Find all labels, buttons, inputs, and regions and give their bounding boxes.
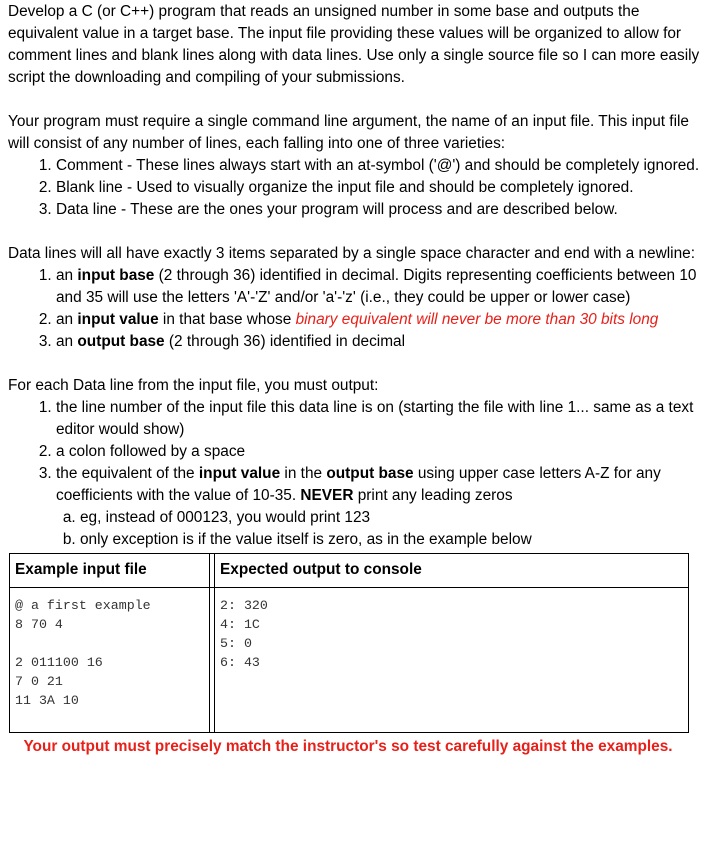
code-line: 2: 320 bbox=[220, 598, 268, 613]
footer-warning: Your output must precisely match the instructor's so test carefully against the examples. bbox=[23, 738, 673, 755]
list-item bbox=[56, 265, 701, 309]
list-item bbox=[56, 463, 701, 551]
list-item bbox=[56, 309, 701, 331]
list-item: 1. Comment - These lines always start with an at-symbol ('@') and should be completely ignored. bbox=[56, 155, 701, 177]
text: print any leading zeros bbox=[353, 487, 513, 504]
code-line bbox=[15, 634, 205, 653]
sub-list-item: a. eg, instead of 000123, you would print 123 bbox=[80, 507, 701, 529]
text: using upper case letters A-Z for any coefficients with the value of 10-35. bbox=[56, 465, 661, 504]
code-line: 11 3A 10 bbox=[15, 693, 79, 708]
output-items-list bbox=[8, 397, 701, 551]
header-expected-output: Expected output to console bbox=[215, 554, 689, 588]
code-line: @ a first example bbox=[15, 598, 151, 613]
text: an bbox=[56, 333, 78, 350]
list-item: 2. a colon followed by a space bbox=[56, 441, 701, 463]
text: an bbox=[56, 311, 78, 328]
input-file-cell bbox=[10, 588, 210, 733]
example-table bbox=[9, 553, 689, 733]
list-item: 1. the line number of the input file this data line is on (starting the file with line 1... same as a text editor would show) bbox=[56, 397, 701, 441]
list-item bbox=[56, 331, 701, 353]
expected-output-cell bbox=[215, 588, 689, 733]
text: the equivalent of the bbox=[56, 465, 199, 482]
text: (2 through 36) identified in decimal. Digits representing coefficients between 10 and 35 will use the letters 'A'-'Z' and/or 'a'-'z' (i.e., they could be upper or lower case) bbox=[56, 267, 697, 306]
bold-term: output base bbox=[77, 333, 165, 350]
sub-list bbox=[56, 507, 701, 551]
code-line: 4: 1C bbox=[220, 617, 260, 632]
code-line: 2 011100 16 bbox=[15, 655, 103, 670]
output-description: For each Data line from the input file, you must output: bbox=[8, 377, 379, 394]
text: in the bbox=[280, 465, 327, 482]
text: an bbox=[56, 267, 78, 284]
line-types-list bbox=[8, 155, 701, 221]
data-description: Data lines will all have exactly 3 items separated by a single space character and end with a newline: bbox=[8, 245, 695, 262]
text: (2 through 36) identified in decimal bbox=[164, 333, 406, 350]
code-line: 8 70 4 bbox=[15, 617, 63, 632]
bold-term: NEVER bbox=[300, 487, 354, 504]
list-item: 3. Data line - These are the ones your program will process and are described below. bbox=[56, 199, 701, 221]
bold-term: input value bbox=[77, 311, 159, 328]
list-item: 2. Blank line - Used to visually organize the input file and should be completely ignored. bbox=[56, 177, 701, 199]
intro-paragraph: Develop a C (or C++) program that reads an unsigned number in some base and outputs the equivalent value in a target base. The input file providing these values will be organized to allow for comment lines and blank lines along with data lines. Use only a single source file so I can more easily script the downloading and compiling of your submissions. bbox=[8, 3, 700, 86]
header-input-file: Example input file bbox=[10, 554, 210, 588]
bold-term: output base bbox=[326, 465, 414, 482]
bold-term: input base bbox=[77, 267, 155, 284]
code-line: 6: 43 bbox=[220, 655, 260, 670]
data-items-list bbox=[8, 265, 701, 353]
text: in that base whose bbox=[158, 311, 296, 328]
code-line: 5: 0 bbox=[220, 636, 252, 651]
code-line: 7 0 21 bbox=[15, 674, 63, 689]
input-description: Your program must require a single command line argument, the name of an input file. This input file will consist of any number of lines, each falling into one of three varieties: bbox=[8, 113, 689, 152]
sub-list-item: b. only exception is if the value itself is zero, as in the example below bbox=[80, 529, 701, 551]
bold-term: input value bbox=[198, 465, 281, 482]
red-note: binary equivalent will never be more than 30 bits long bbox=[295, 311, 659, 328]
